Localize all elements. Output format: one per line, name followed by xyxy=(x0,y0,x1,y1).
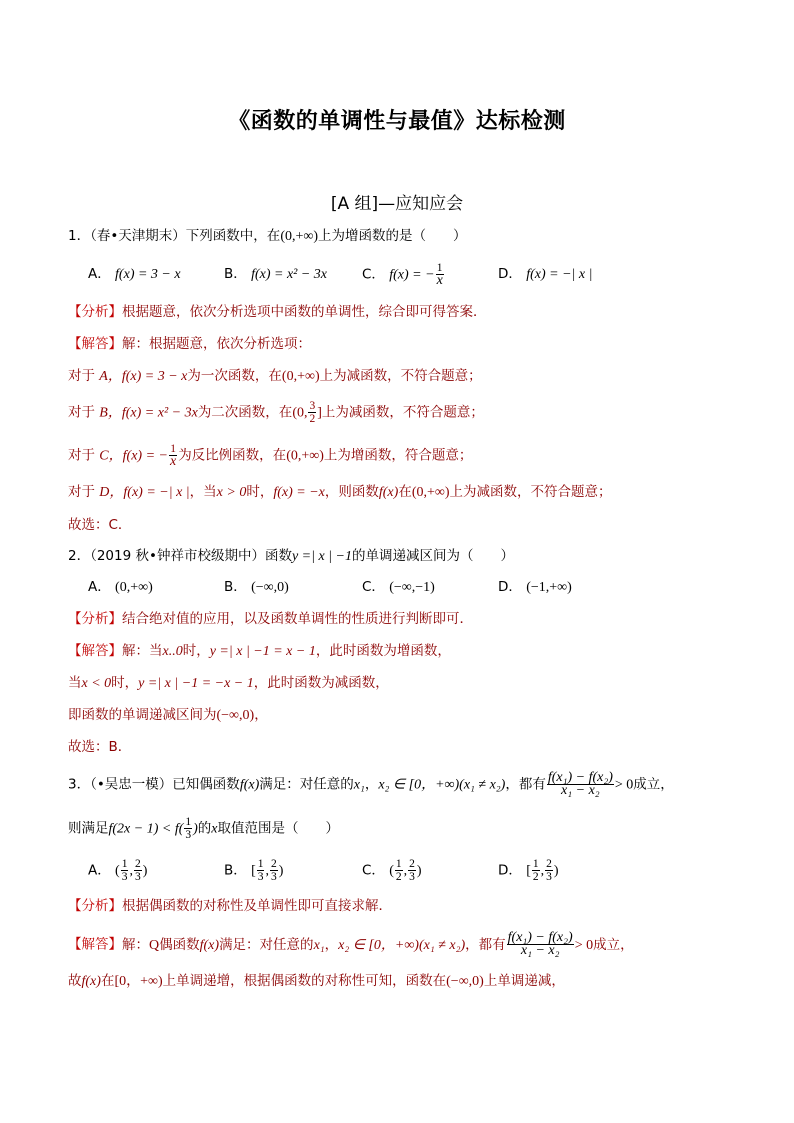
q1-solution-intro: 【解答】解：根据题意，依次分析选项： xyxy=(68,336,311,352)
q1-option-c: C． f(x) = − $\frac{1}{x}$ xyxy=(362,262,443,288)
q3-stem: 3．（•吴忠一模）已知偶函数f(x)满足：对任意的x₁，x₂ ∈ [0，+∞)(x₁ ≠ x₂)，都有 $\frac{\text{f(x₁) − f(x₂)}}{\text{x₁ − x₂}}$ > 0成立， xyxy=(68,770,674,798)
q3-option-a: A． ( $\frac{1}{3}$ , $\frac{2}{3}$ ) xyxy=(88,858,148,883)
q1-stem: 1．（春•天津期末）下列函数中，在(0,+∞)上为增函数的是（ ） xyxy=(68,228,467,244)
group-heading: [A 组]—应知应会 xyxy=(330,194,464,214)
q1-solution-line-c: 对于 C，f(x) = − $\frac{1}{x}$ 为反比例函数，在(0,+∞)上为增函数，符合题意； xyxy=(68,443,473,469)
q1-solution-line-a: 对于 A，f(x) = 3 − x为一次函数，在(0,+∞)上为减函数，不符合题意； xyxy=(68,368,482,384)
fraction: $\frac{\text{f(x₁) − f(x₂)}}{\text{x₁ − x₂}}$ xyxy=(507,930,573,958)
q1-option-b: B． f(x) = x² − 3x xyxy=(224,266,328,282)
q2-solution-line-1: 【解答】解：当x..0时，y =| x | −1 = x − 1，此时函数为增函数， xyxy=(68,643,451,659)
q1-option-d: D． f(x) = −| x | xyxy=(498,266,593,282)
q1-solution-line-b: 对于 B，f(x) = x² − 3x为二次函数，在(0, $\frac{3}{2}$ ]上为减函数，不符合题意； xyxy=(68,400,484,425)
q2-analysis: 【分析】结合绝对值的应用，以及函数单调性的性质进行判断即可． xyxy=(68,611,473,627)
q1-analysis: 【分析】根据题意，依次分析选项中函数的单调性，综合即可得答案． xyxy=(68,304,487,320)
q3-solution-line-1: 【解答】解：Q偶函数f(x)满足：对任意的x₁，x₂ ∈ [0，+∞)(x₁ ≠ x₂)，都有 $\frac{\text{f(x₁) − f(x₂)}}{\text{x₁ − x₂}}$ > 0成立， xyxy=(68,930,634,958)
q2-option-b: B． (−∞,0) xyxy=(224,579,289,595)
q2-solution-line-2: 当x < 0时，y =| x | −1 = −x − 1，此时函数为减函数， xyxy=(68,675,389,691)
q3-solution-line-2: 故f(x)在[0，+∞)上单调递增，根据偶函数的对称性可知，函数在(−∞,0)上单调递减， xyxy=(68,973,565,989)
fraction: $\frac{\text{f(x₁) − f(x₂)}}{\text{x₁ − x₂}}$ xyxy=(547,770,613,798)
q3-option-d: D． [ $\frac{1}{2}$ , $\frac{2}{3}$ ) xyxy=(498,858,559,883)
q2-option-a: A． (0,+∞) xyxy=(88,579,153,595)
q1-option-a: A． f(x) = 3 − x xyxy=(88,266,181,282)
q2-option-d: D． (−1,+∞) xyxy=(498,579,572,595)
q3-option-b: B． [ $\frac{1}{3}$ , $\frac{2}{3}$ ) xyxy=(224,858,284,883)
fraction: $\frac{1}{3}$ xyxy=(185,816,192,841)
q2-option-c: C． (−∞,−1) xyxy=(362,579,435,595)
page-title: 《函数的单调性与最值》达标检测 xyxy=(228,109,566,134)
q3-analysis: 【分析】根据偶函数的对称性及单调性即可直接求解． xyxy=(68,898,392,914)
fraction: $\frac{3}{2}$ xyxy=(309,400,316,425)
fraction: $\frac{1}{x}$ xyxy=(436,262,443,288)
q3-stem-line-2: 则满足f(2x − 1) < f( $\frac{1}{3}$ )的x取值范围是（ ） xyxy=(68,816,340,841)
q2-answer: 故选：B． xyxy=(68,739,132,755)
fraction: $\frac{1}{x}$ xyxy=(169,443,177,469)
q1-answer: 故选：C． xyxy=(68,517,132,533)
q2-stem: 2．（2019 秋•钟祥市校级期中）函数y =| x | −1的单调递减区间为（ ） xyxy=(68,548,514,564)
q2-solution-line-3: 即函数的单调递减区间为(−∞,0)， xyxy=(68,707,268,723)
q3-option-c: C． ( $\frac{1}{2}$ , $\frac{2}{3}$ ) xyxy=(362,858,422,883)
q1-solution-line-d: 对于 D，f(x) = −| x |，当x > 0时，f(x) = −x，则函数f(x)在(0,+∞)上为减函数，不符合题意； xyxy=(68,484,612,500)
